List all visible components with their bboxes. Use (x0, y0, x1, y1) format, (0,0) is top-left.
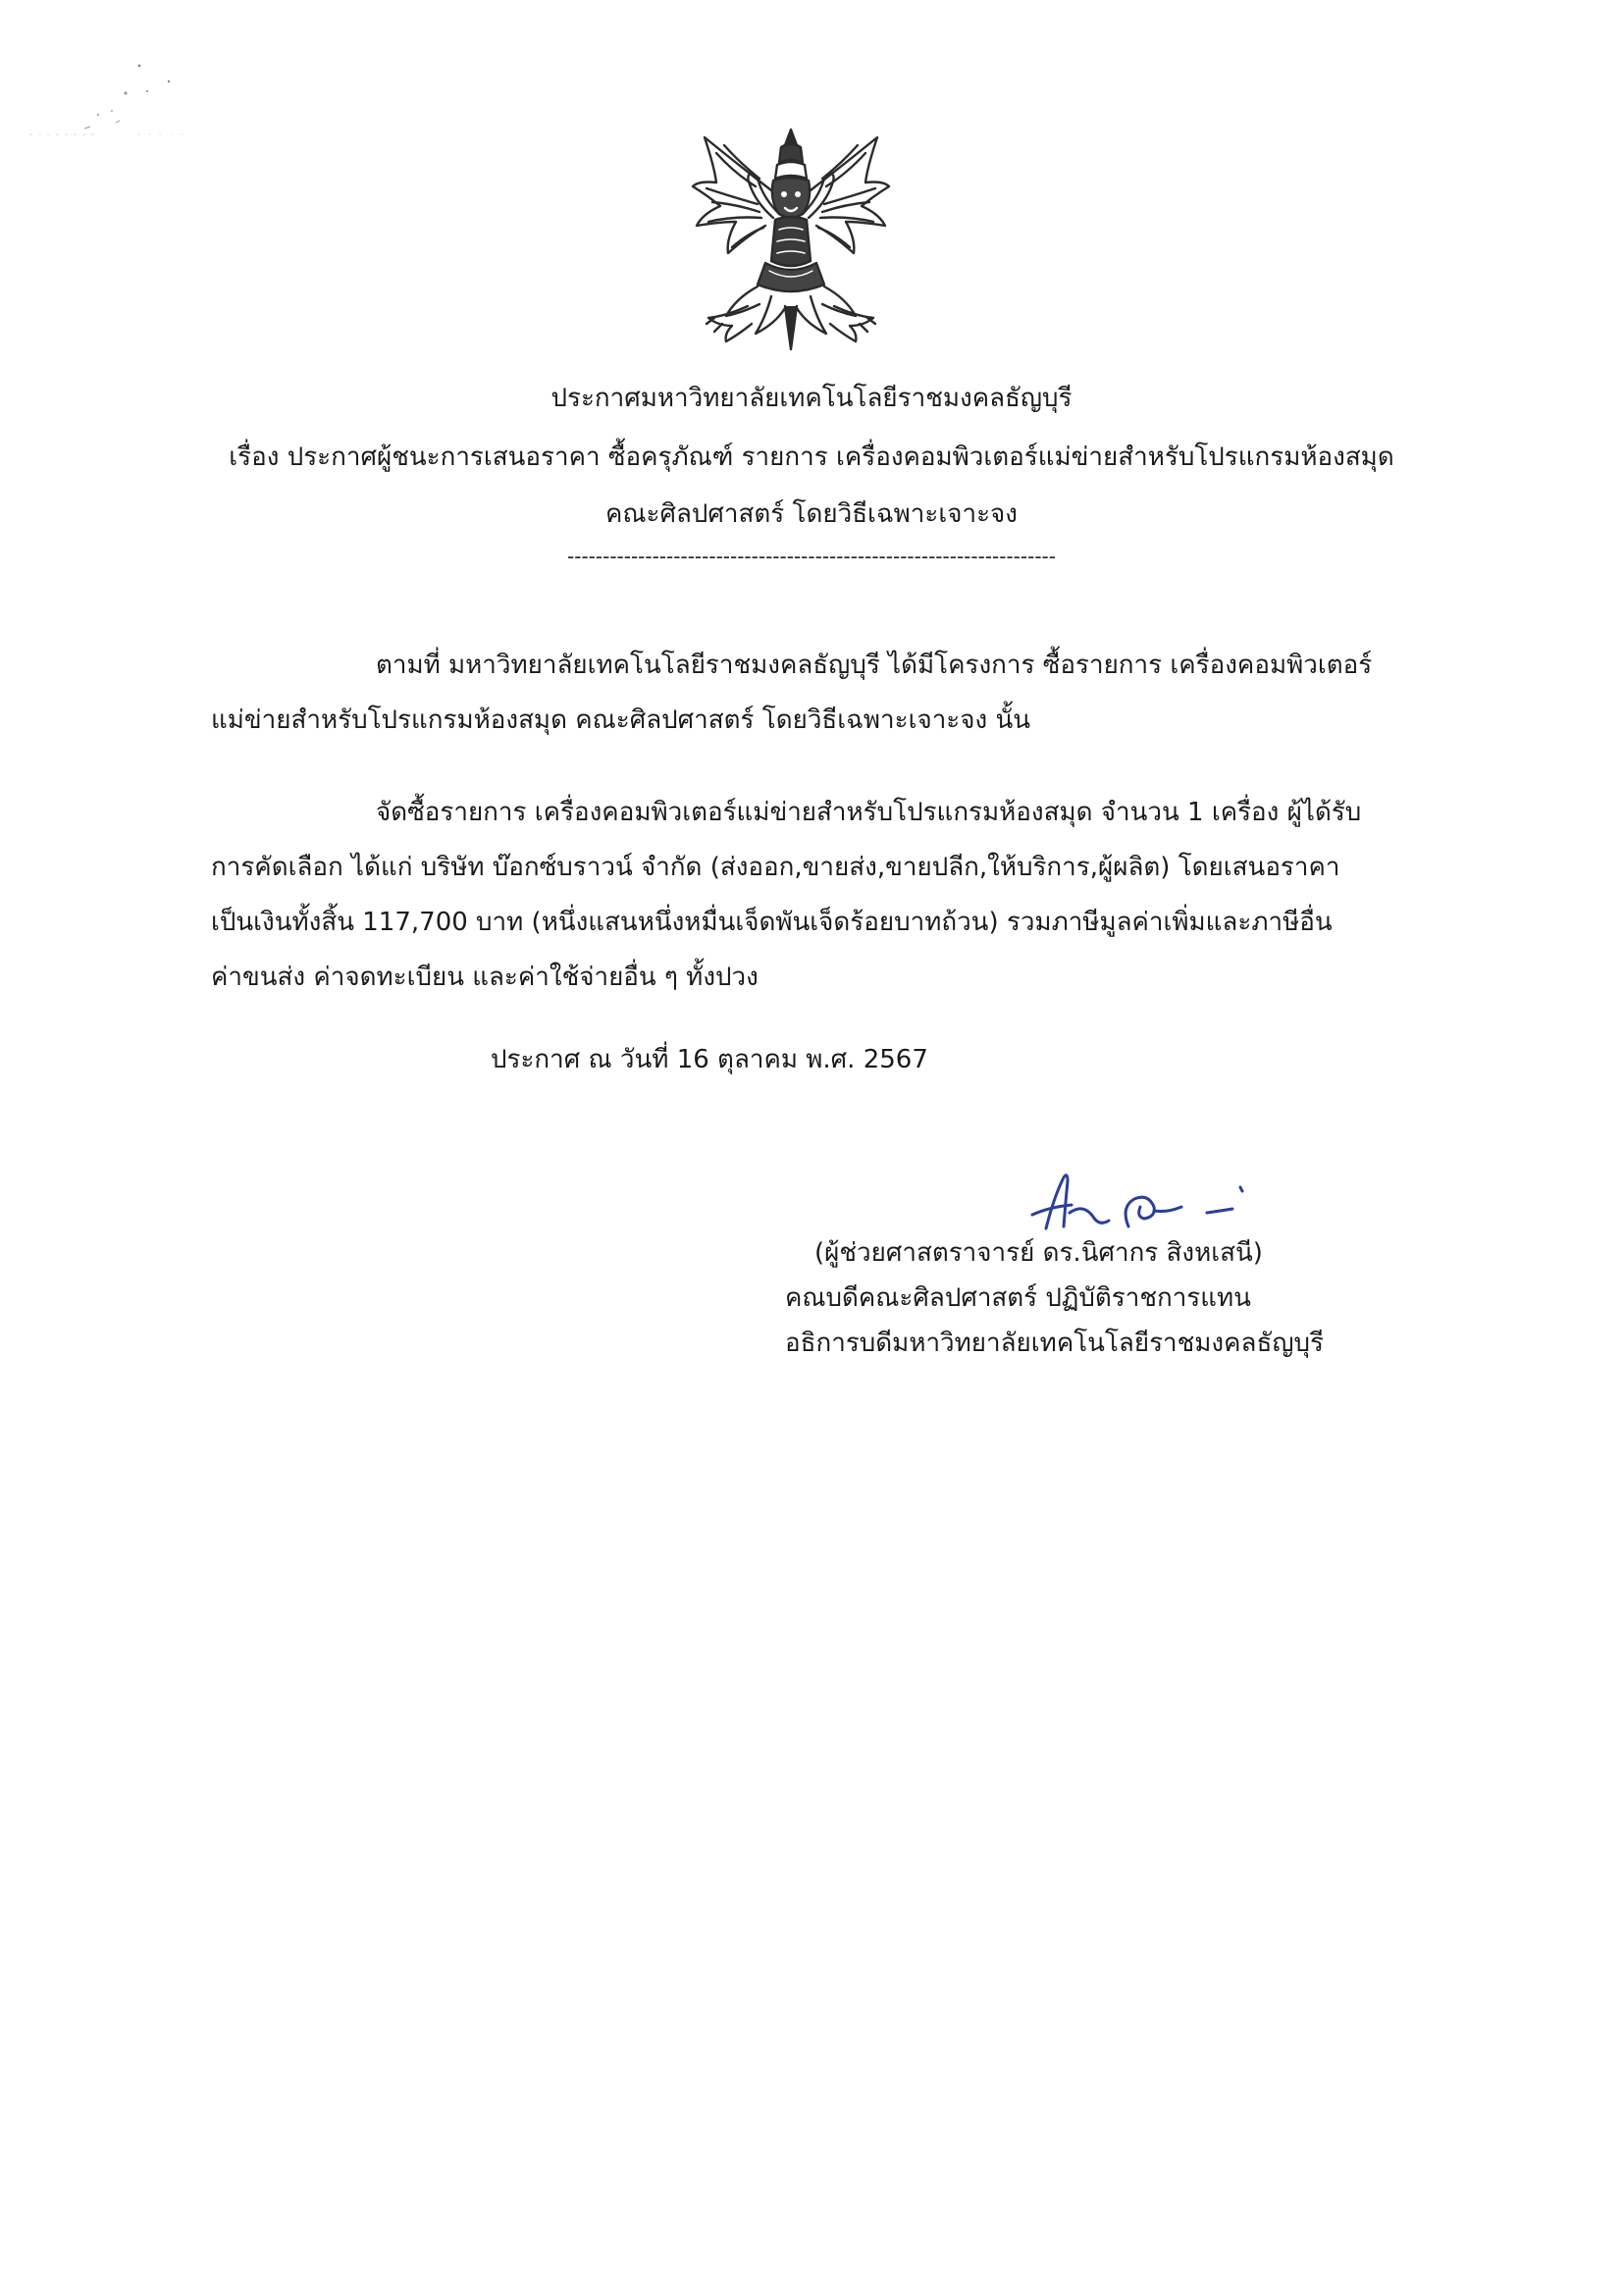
paragraph-1-line-1: ตามที่ มหาวิทยาลัยเทคโนโลยีราชมงคลธัญบุรี ได้มีโครงการ ซื้อรายการ เครื่องคอมพิวเตอร์ (376, 651, 1373, 680)
signatory-position-1: คณบดีคณะศิลปศาสตร์ ปฏิบัติราชการแทน (785, 1283, 1251, 1313)
paragraph-2-line-2: การคัดเลือก ได้แก่ บริษัท บ๊อกซ์บราวน์ จำกัด (ส่งออก,ขายส่ง,ขายปลีก,ให้บริการ,ผู้ผลิต) โดยเสนอราคา (211, 853, 1340, 882)
announcement-date: ประกาศ ณ วันที่ 16 ตุลาคม พ.ศ. 2567 (491, 1045, 928, 1074)
announcement-subject: เรื่อง ประกาศผู้ชนะการเสนอราคา ซื้อครุภัณฑ์ รายการ เครื่องคอมพิวเตอร์แม่ข่ายสำหรับโปรแกรมห้องสมุด (229, 443, 1394, 472)
scan-specks (29, 54, 186, 152)
announcement-title: ประกาศมหาวิทยาลัยเทคโนโลยีราชมงคลธัญบุรี (550, 384, 1073, 413)
announcement-subject-continued: คณะศิลปศาสตร์ โดยวิธีเฉพาะเจาะจง (605, 499, 1018, 529)
signatory-position-2: อธิการบดีมหาวิทยาลัยเทคโนโลยีราชมงคลธัญบุรี (785, 1329, 1324, 1358)
garuda-emblem-icon (687, 124, 895, 357)
paragraph-2-line-3: เป็นเงินทั้งสิ้น 117,700 บาท (หนึ่งแสนหนึ่งหมื่นเจ็ดพันเจ็ดร้อยบาทถ้วน) รวมภาษีมูลค่าเพิ่มและภาษีอื่น (211, 908, 1333, 937)
paragraph-2-line-4: ค่าขนส่ง ค่าจดทะเบียน และค่าใช้จ่ายอื่น ๆ ทั้งปวง (211, 963, 759, 992)
body-paragraph-1 (211, 638, 1418, 748)
paragraph-1-line-2: แม่ข่ายสำหรับโปรแกรมห้องสมุด คณะศิลปศาสตร์ โดยวิธีเฉพาะเจาะจง นั้น (211, 705, 1031, 735)
body-paragraph-2 (211, 785, 1418, 1005)
divider-rule: --------------------------------------------------------------------- (567, 545, 1056, 568)
signatory-name: (ผู้ช่วยศาสตราจารย์ ดร.นิศากร สิงหเสนี) (814, 1238, 1263, 1268)
signatory-block (785, 1230, 1335, 1366)
paragraph-2-line-1: จัดซื้อรายการ เครื่องคอมพิวเตอร์แม่ข่ายสำหรับโปรแกรมห้องสมุด จำนวน 1 เครื่อง ผู้ได้รับ (376, 798, 1362, 827)
